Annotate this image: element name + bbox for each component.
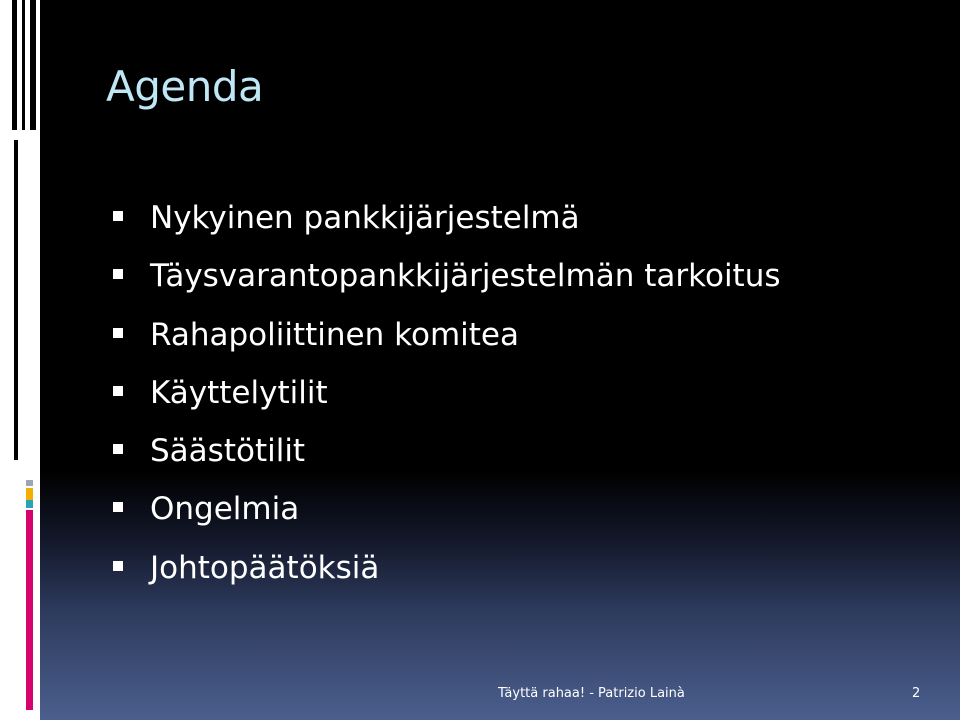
agenda-item-label: Rahapoliittinen komitea	[150, 316, 519, 353]
square-bullet-icon	[113, 561, 123, 571]
square-bullet-icon	[113, 386, 123, 396]
agenda-item-label: Täysvarantopankkijärjestelmän tarkoitus	[150, 258, 781, 295]
square-bullet-icon	[113, 444, 123, 454]
agenda-item-label: Nykyinen pankkijärjestelmä	[150, 200, 580, 236]
rail-stripe	[30, 0, 36, 130]
square-bullet-icon	[113, 269, 123, 279]
page-number: 2	[912, 686, 921, 701]
square-bullet-icon	[113, 211, 123, 221]
agenda-item-label: Säästötilit	[150, 433, 306, 470]
rail-accent-teal	[26, 500, 33, 508]
square-bullet-icon	[113, 502, 123, 512]
rail-accent-magenta	[26, 510, 33, 710]
agenda-item-label: Ongelmia	[150, 491, 300, 528]
rail-stripe	[12, 0, 17, 130]
square-bullet-icon	[113, 328, 123, 338]
agenda-item-label: Käyttelytilit	[150, 374, 328, 411]
rail-stripe	[22, 0, 25, 130]
left-decorative-rail	[0, 0, 40, 720]
rail-stripe	[14, 140, 18, 460]
agenda-item-label: Johtopäätöksiä	[150, 549, 380, 586]
rail-accent-gold	[26, 480, 33, 486]
slide-title: Agenda	[106, 62, 264, 111]
slide-footer: Täyttä rahaa! - Patrizio Lainà	[498, 686, 685, 701]
